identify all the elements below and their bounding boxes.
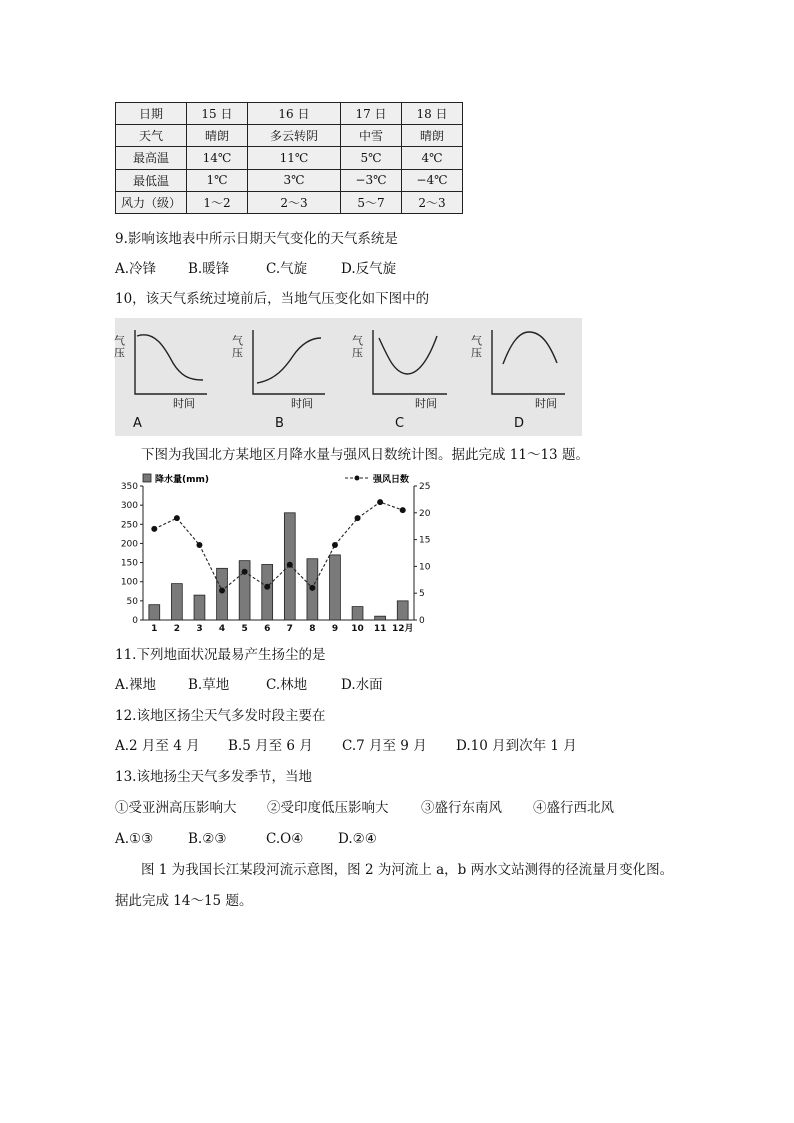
- graph-c-curve: [379, 336, 437, 374]
- question-12-stem: 12.该地区扬尘天气多发时段主要在: [115, 708, 326, 724]
- table-cell: 2～3: [401, 191, 462, 213]
- pressure-graphs-svg: [112, 318, 582, 436]
- graph-b-ylabel: 气压: [230, 335, 244, 359]
- statement-2: ②受印度低压影响大: [267, 800, 389, 816]
- table-header-cell: 18 日: [401, 103, 462, 125]
- option-a[interactable]: A.裸地: [115, 677, 157, 693]
- right-tick-label: 5: [419, 589, 425, 600]
- table-row: [116, 125, 463, 147]
- option-c[interactable]: C.7 月至 9 月: [342, 738, 427, 754]
- graph-c-label: C: [395, 416, 405, 431]
- wind-days-point: [264, 584, 270, 590]
- statement-3: ③盛行东南风: [421, 800, 502, 816]
- precip-bar: [397, 601, 408, 620]
- pressure-graphs: [112, 318, 582, 436]
- option-a[interactable]: A.①③: [115, 831, 154, 847]
- table-cell: 5℃: [341, 147, 402, 169]
- x-tick-label: 4: [218, 624, 226, 634]
- intro-14-15-line1: 图 1 为我国长江某段河流示意图，图 2 为河流上 a，b 两水文站测得的径流量月变化图。: [141, 862, 674, 878]
- wind-days-point: [196, 542, 202, 548]
- legend-line-marker: [355, 476, 360, 481]
- table-header-cell: 16 日: [247, 103, 340, 125]
- wind-days-line: [154, 502, 402, 590]
- graph-a-label: A: [133, 416, 142, 431]
- option-d[interactable]: D.反气旋: [341, 261, 397, 277]
- left-tick-label: 250: [120, 520, 138, 531]
- table-cell: 多云转阴: [247, 125, 340, 147]
- precip-bar: [352, 607, 363, 620]
- wind-days-point: [355, 515, 361, 521]
- graph-b-curve: [257, 338, 321, 383]
- legend-precip: 降水量(mm): [155, 475, 209, 485]
- graph-d-xlabel: 时间: [535, 397, 557, 410]
- graph-d-label: D: [514, 416, 525, 431]
- question-9-options: [115, 261, 396, 277]
- option-c[interactable]: C.O④: [266, 831, 304, 847]
- precip-bar: [171, 584, 182, 620]
- question-13-stem: 13.该地扬尘天气多发季节，当地: [115, 769, 312, 785]
- option-a[interactable]: A.冷锋: [115, 261, 157, 277]
- table-cell: −4℃: [401, 169, 462, 191]
- option-c[interactable]: C.气旋: [266, 261, 308, 277]
- table-cell: 晴朗: [401, 125, 462, 147]
- table-cell: 1～2: [187, 191, 248, 213]
- wind-days-point: [219, 588, 225, 594]
- option-d[interactable]: D.10 月到次年 1 月: [456, 738, 577, 754]
- graph-d-curve: [503, 332, 557, 364]
- precip-bar: [149, 605, 160, 620]
- graph-c-xlabel: 时间: [415, 397, 437, 410]
- legend-bar-swatch: [143, 474, 151, 482]
- intro-14-15-line2: 据此完成 14～15 题。: [115, 893, 253, 909]
- question-13-statements: [115, 800, 614, 816]
- wind-days-point: [332, 542, 338, 548]
- x-tick-label: 6: [264, 624, 271, 634]
- option-c[interactable]: C.林地: [266, 677, 308, 693]
- precip-bar: [262, 564, 273, 620]
- table-header-cell: 17 日: [341, 103, 402, 125]
- graph-c-ylabel: 气压: [350, 335, 364, 359]
- table-cell: 晴朗: [187, 125, 248, 147]
- graph-d-axes: [492, 330, 565, 394]
- right-tick-label: 15: [419, 535, 431, 546]
- table-cell: 最高温: [116, 147, 187, 169]
- table-header-cell: 日期: [116, 103, 187, 125]
- table-cell: 11℃: [247, 147, 340, 169]
- graph-a-xlabel: 时间: [173, 397, 195, 410]
- x-tick-label: 10: [351, 624, 364, 634]
- option-a[interactable]: A.2 月至 4 月: [115, 738, 200, 754]
- wind-days-point: [287, 562, 293, 568]
- table-header-cell: 15 日: [187, 103, 248, 125]
- x-tick-label: 8: [309, 624, 316, 634]
- wind-days-point: [174, 515, 180, 521]
- table-cell: 2～3: [247, 191, 340, 213]
- x-tick-label: 5: [241, 624, 248, 634]
- legend-wind: 强风日数: [373, 475, 410, 485]
- table-row: [116, 191, 463, 213]
- precip-bar: [375, 616, 386, 620]
- graph-a-curve: [137, 335, 203, 380]
- graph-b-xlabel: 时间: [291, 397, 313, 410]
- statement-1: ①受亚洲高压影响大: [115, 800, 237, 816]
- option-d[interactable]: D.水面: [341, 677, 383, 693]
- question-9-stem: 9.影响该地表中所示日期天气变化的天气系统是: [115, 231, 398, 247]
- option-b[interactable]: B.②③: [188, 831, 227, 847]
- wind-days-point: [400, 507, 406, 513]
- table-cell: 最低温: [116, 169, 187, 191]
- statement-4: ④盛行西北风: [533, 800, 614, 816]
- table-cell: 3℃: [247, 169, 340, 191]
- left-tick-label: 50: [126, 596, 138, 607]
- table-cell: 天气: [116, 125, 187, 147]
- wind-days-point: [151, 526, 157, 532]
- right-tick-label: 0: [419, 616, 425, 626]
- right-tick-label: 10: [419, 562, 431, 573]
- graph-a-axes: [135, 330, 207, 394]
- table-row: [116, 103, 463, 125]
- table-cell: 风力（级）: [116, 191, 187, 213]
- left-tick-label: 100: [120, 577, 138, 588]
- precip-wind-chart-svg: [115, 470, 442, 637]
- precip-bar: [217, 568, 228, 620]
- wind-days-point: [309, 585, 315, 591]
- x-tick-label: 9: [331, 624, 339, 634]
- question-13-options: [115, 831, 377, 847]
- wind-days-point: [242, 569, 248, 575]
- graph-b-label: B: [275, 416, 284, 431]
- precip-wind-chart: [115, 470, 442, 637]
- question-11-stem: 11.下列地面状况最易产生扬尘的是: [115, 647, 326, 663]
- table-row: [116, 169, 463, 191]
- table-row: [116, 147, 463, 169]
- x-tick-label: 2: [173, 624, 181, 634]
- question-12-options: [115, 738, 577, 754]
- table-cell: −3℃: [341, 169, 402, 191]
- right-tick-label: 25: [419, 482, 431, 492]
- x-tick-label: 11: [373, 624, 387, 634]
- right-tick-label: 20: [419, 508, 431, 519]
- weather-table: [115, 102, 463, 214]
- left-tick-label: 0: [132, 616, 138, 626]
- precip-bar: [194, 595, 205, 620]
- left-tick-label: 200: [120, 539, 138, 550]
- table-cell: 1℃: [187, 169, 248, 191]
- option-d[interactable]: D.②④: [338, 831, 377, 847]
- left-tick-label: 350: [120, 482, 138, 492]
- left-tick-label: 150: [120, 558, 138, 569]
- graph-a-ylabel: 气压: [112, 335, 126, 359]
- x-tick-label: 12月: [391, 624, 414, 634]
- x-tick-label: 3: [196, 624, 203, 634]
- option-b[interactable]: B.5 月至 6 月: [228, 738, 313, 754]
- question-11-options: [115, 677, 383, 693]
- graph-d-ylabel: 气压: [469, 335, 483, 359]
- option-b[interactable]: B.草地: [188, 677, 230, 693]
- table-cell: 中雪: [341, 125, 402, 147]
- precip-bar: [330, 555, 341, 620]
- x-tick-label: 7: [286, 624, 293, 634]
- table-cell: 5～7: [341, 191, 402, 213]
- intro-11-13: 下图为我国北方某地区月降水量与强风日数统计图。据此完成 11～13 题。: [141, 447, 589, 463]
- question-10-stem: 10，该天气系统过境前后，当地气压变化如下图中的: [115, 291, 430, 307]
- table-cell: 14℃: [187, 147, 248, 169]
- table-cell: 4℃: [401, 147, 462, 169]
- x-tick-label: 1: [151, 624, 158, 634]
- left-tick-label: 300: [120, 501, 138, 512]
- wind-days-point: [377, 499, 383, 505]
- option-b[interactable]: B.暖锋: [188, 261, 230, 277]
